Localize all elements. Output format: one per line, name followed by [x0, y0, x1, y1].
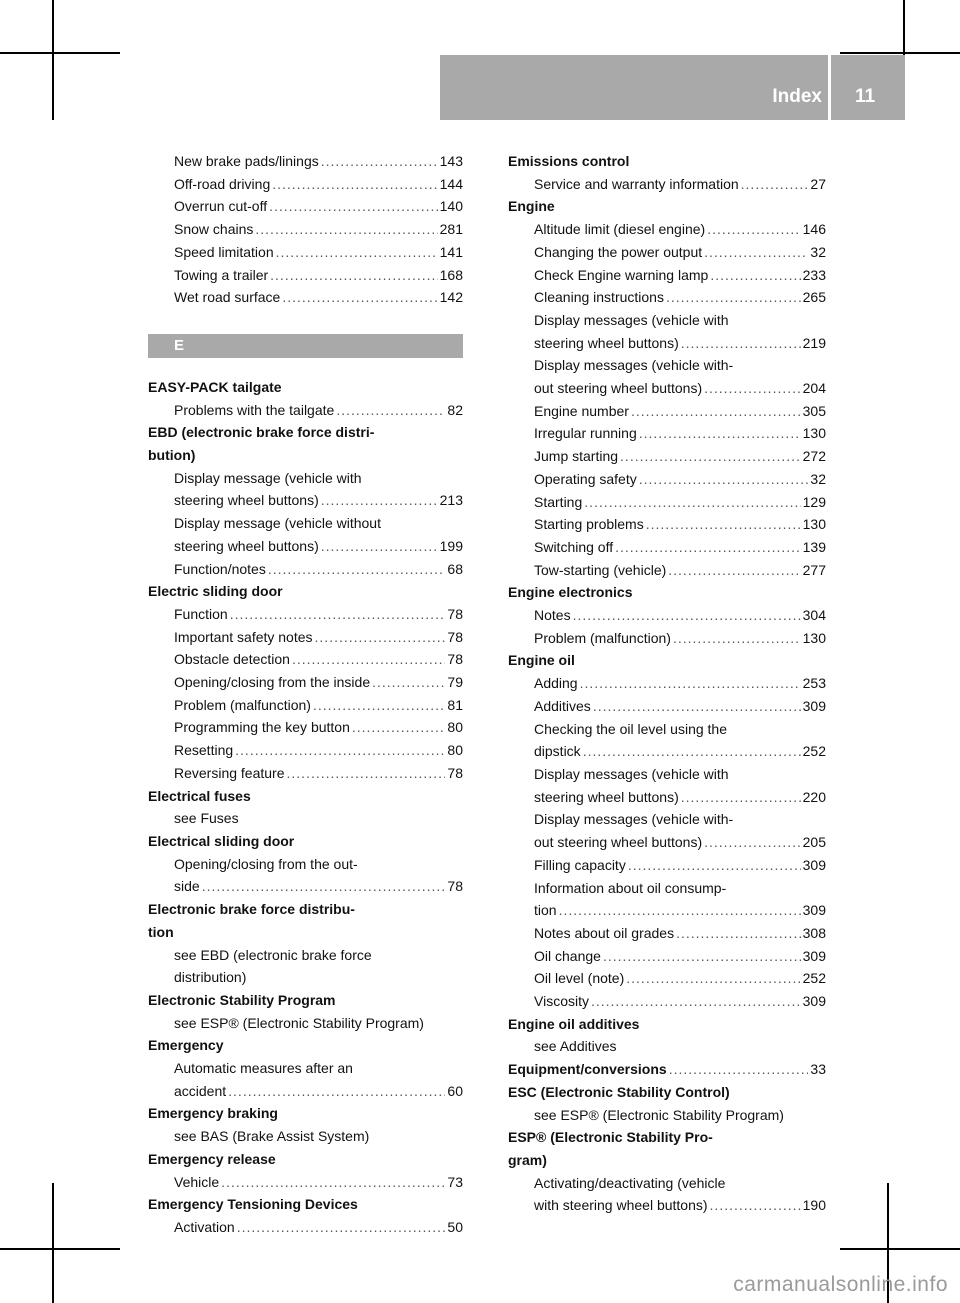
index-entry: Operating safety ..... 32 — [508, 468, 826, 491]
index-entry: Resetting ..... 80 — [148, 739, 463, 762]
index-heading: ESC (Electronic Stability Control) — [508, 1083, 730, 1100]
index-entry: Checking the oil level using the — [534, 720, 728, 737]
index-see: see Fuses — [174, 810, 239, 827]
index-entry: accident ..... 60 — [148, 1080, 463, 1103]
index-entry: Off-road driving ..... 144 — [148, 173, 463, 196]
index-entry: Programming the key button ..... 80 — [148, 716, 463, 739]
index-entry: Problems with the tailgate ..... 82 — [148, 399, 463, 422]
index-see: distribution) — [174, 969, 247, 986]
index-heading: Emergency — [148, 1037, 224, 1054]
index-entry: Starting ..... 129 — [508, 491, 826, 514]
index-heading: Emergency braking — [148, 1105, 278, 1122]
index-heading: bution) — [148, 447, 196, 464]
index-entry: Activation ..... 50 — [148, 1216, 463, 1239]
index-entry: Notes ..... 304 — [508, 604, 826, 627]
index-heading: EASY-PACK tailgate — [148, 378, 282, 395]
crop-mark — [52, 1183, 54, 1303]
header-band — [440, 55, 905, 120]
index-entry: Irregular running ..... 130 — [508, 422, 826, 445]
index-heading: Emergency release — [148, 1150, 276, 1167]
index-entry: Overrun cut-off ..... 140 — [148, 195, 463, 218]
index-entry: Snow chains ..... 281 — [148, 218, 463, 241]
index-entry: Problem (malfunction) ..... 130 — [508, 627, 826, 650]
index-entry: Important safety notes ..... 78 — [148, 626, 463, 649]
index-heading: Electric sliding door — [148, 583, 283, 600]
index-heading: Emergency Tensioning Devices — [148, 1196, 358, 1213]
index-entry: Obstacle detection ..... 78 — [148, 648, 463, 671]
watermark: carmanualsonline.info — [733, 1273, 948, 1296]
index-entry: tion ..... 309 — [508, 899, 826, 922]
crop-mark — [0, 52, 120, 54]
index-see: see BAS (Brake Assist System) — [174, 1128, 370, 1145]
index-heading: Electronic brake force distribu- — [148, 901, 355, 918]
index-entry: Check Engine warning lamp ..... 233 — [508, 264, 826, 287]
index-heading: EBD (electronic brake force distri- — [148, 424, 375, 441]
index-entry: Display message (vehicle without — [174, 515, 381, 532]
index-heading: Electrical fuses — [148, 787, 251, 804]
index-heading: Electrical sliding door — [148, 832, 295, 849]
index-entry: Jump starting ..... 272 — [508, 445, 826, 468]
index-entry: Function/notes ..... 68 — [148, 558, 463, 581]
index-entry: Opening/closing from the out- — [174, 855, 358, 872]
index-entry: Cleaning instructions ..... 265 — [508, 286, 826, 309]
index-entry: Changing the power output ..... 32 — [508, 241, 826, 264]
index-entry: Opening/closing from the inside ..... 79 — [148, 671, 463, 694]
header-divider — [828, 55, 831, 120]
index-entry: steering wheel buttons) ..... 213 — [148, 489, 463, 512]
index-entry: out steering wheel buttons) ..... 204 — [508, 377, 826, 400]
section-letter-bar: E — [148, 334, 463, 358]
crop-mark — [840, 52, 960, 54]
index-entry: dipstick ..... 252 — [508, 740, 826, 763]
index-entry: Automatic measures after an — [174, 1060, 353, 1077]
index-entry: Display messages (vehicle with- — [534, 811, 734, 828]
index-entry: Display messages (vehicle with — [534, 311, 729, 328]
index-see: see ESP® (Electronic Stability Program) — [174, 1014, 424, 1031]
index-entry: Problem (malfunction) ..... 81 — [148, 694, 463, 717]
index-column-right — [508, 150, 826, 1217]
page-number: 11 — [854, 86, 876, 107]
crop-mark — [52, 0, 54, 120]
index-entry: Switching off ..... 139 — [508, 536, 826, 559]
index-entry: steering wheel buttons) ..... 219 — [508, 332, 826, 355]
index-entry: Vehicle ..... 73 — [148, 1171, 463, 1194]
index-heading: Engine oil — [508, 652, 575, 669]
index-entry: Display messages (vehicle with — [534, 765, 729, 782]
index-heading: Engine — [508, 198, 555, 215]
index-heading: ESP® (Electronic Stability Pro- — [508, 1129, 713, 1146]
index-heading: Equipment/conversions ..... 33 — [508, 1058, 826, 1081]
header-title: Index — [772, 86, 822, 107]
index-heading: gram) — [508, 1151, 547, 1168]
index-heading: Engine oil additives — [508, 1015, 640, 1032]
index-entry: Display message (vehicle with — [174, 469, 362, 486]
index-entry: Wet road surface ..... 142 — [148, 286, 463, 309]
index-see: see Additives — [534, 1038, 617, 1055]
crop-mark — [0, 1248, 120, 1250]
index-entry: Activating/deactivating (vehicle — [534, 1174, 726, 1191]
index-entry: Filling capacity ..... 309 — [508, 854, 826, 877]
index-entry: New brake pads/linings ..... 143 — [148, 150, 463, 173]
index-heading: Emissions control — [508, 153, 630, 169]
index-heading: Engine electronics — [508, 584, 633, 601]
index-entry: Oil level (note) ..... 252 — [508, 967, 826, 990]
index-entry: Adding ..... 253 — [508, 672, 826, 695]
index-entry: Tow-starting (vehicle) ..... 277 — [508, 559, 826, 582]
index-entry: side ..... 78 — [148, 875, 463, 898]
index-see: see EBD (electronic brake force — [174, 946, 372, 963]
index-entry: Engine number ..... 305 — [508, 400, 826, 423]
index-entry: Towing a trailer ..... 168 — [148, 264, 463, 287]
index-entry: Information about oil consump- — [534, 879, 727, 896]
index-entry: Speed limitation ..... 141 — [148, 241, 463, 264]
index-entry: steering wheel buttons) ..... 199 — [148, 535, 463, 558]
index-entry: Function ..... 78 — [148, 603, 463, 626]
index-column-left — [148, 150, 463, 1239]
index-see: see ESP® (Electronic Stability Program) — [534, 1106, 784, 1123]
index-heading: Electronic Stability Program — [148, 991, 336, 1008]
index-entry: Display messages (vehicle with- — [534, 357, 734, 374]
index-entry: Service and warranty information ..... 27 — [508, 173, 826, 196]
index-entry: out steering wheel buttons) ..... 205 — [508, 831, 826, 854]
index-entry: Reversing feature ..... 78 — [148, 762, 463, 785]
crop-mark — [840, 1248, 960, 1250]
index-entry: steering wheel buttons) ..... 220 — [508, 786, 826, 809]
index-entry: Additives ..... 309 — [508, 695, 826, 718]
index-entry: Starting problems ..... 130 — [508, 513, 826, 536]
index-entry: Viscosity ..... 309 — [508, 990, 826, 1013]
index-entry: Notes about oil grades ..... 308 — [508, 922, 826, 945]
index-entry: Altitude limit (diesel engine) ..... 146 — [508, 218, 826, 241]
index-heading: tion — [148, 923, 174, 940]
index-entry: Oil change ..... 309 — [508, 945, 826, 968]
index-entry: with steering wheel buttons) ..... 190 — [508, 1194, 826, 1217]
